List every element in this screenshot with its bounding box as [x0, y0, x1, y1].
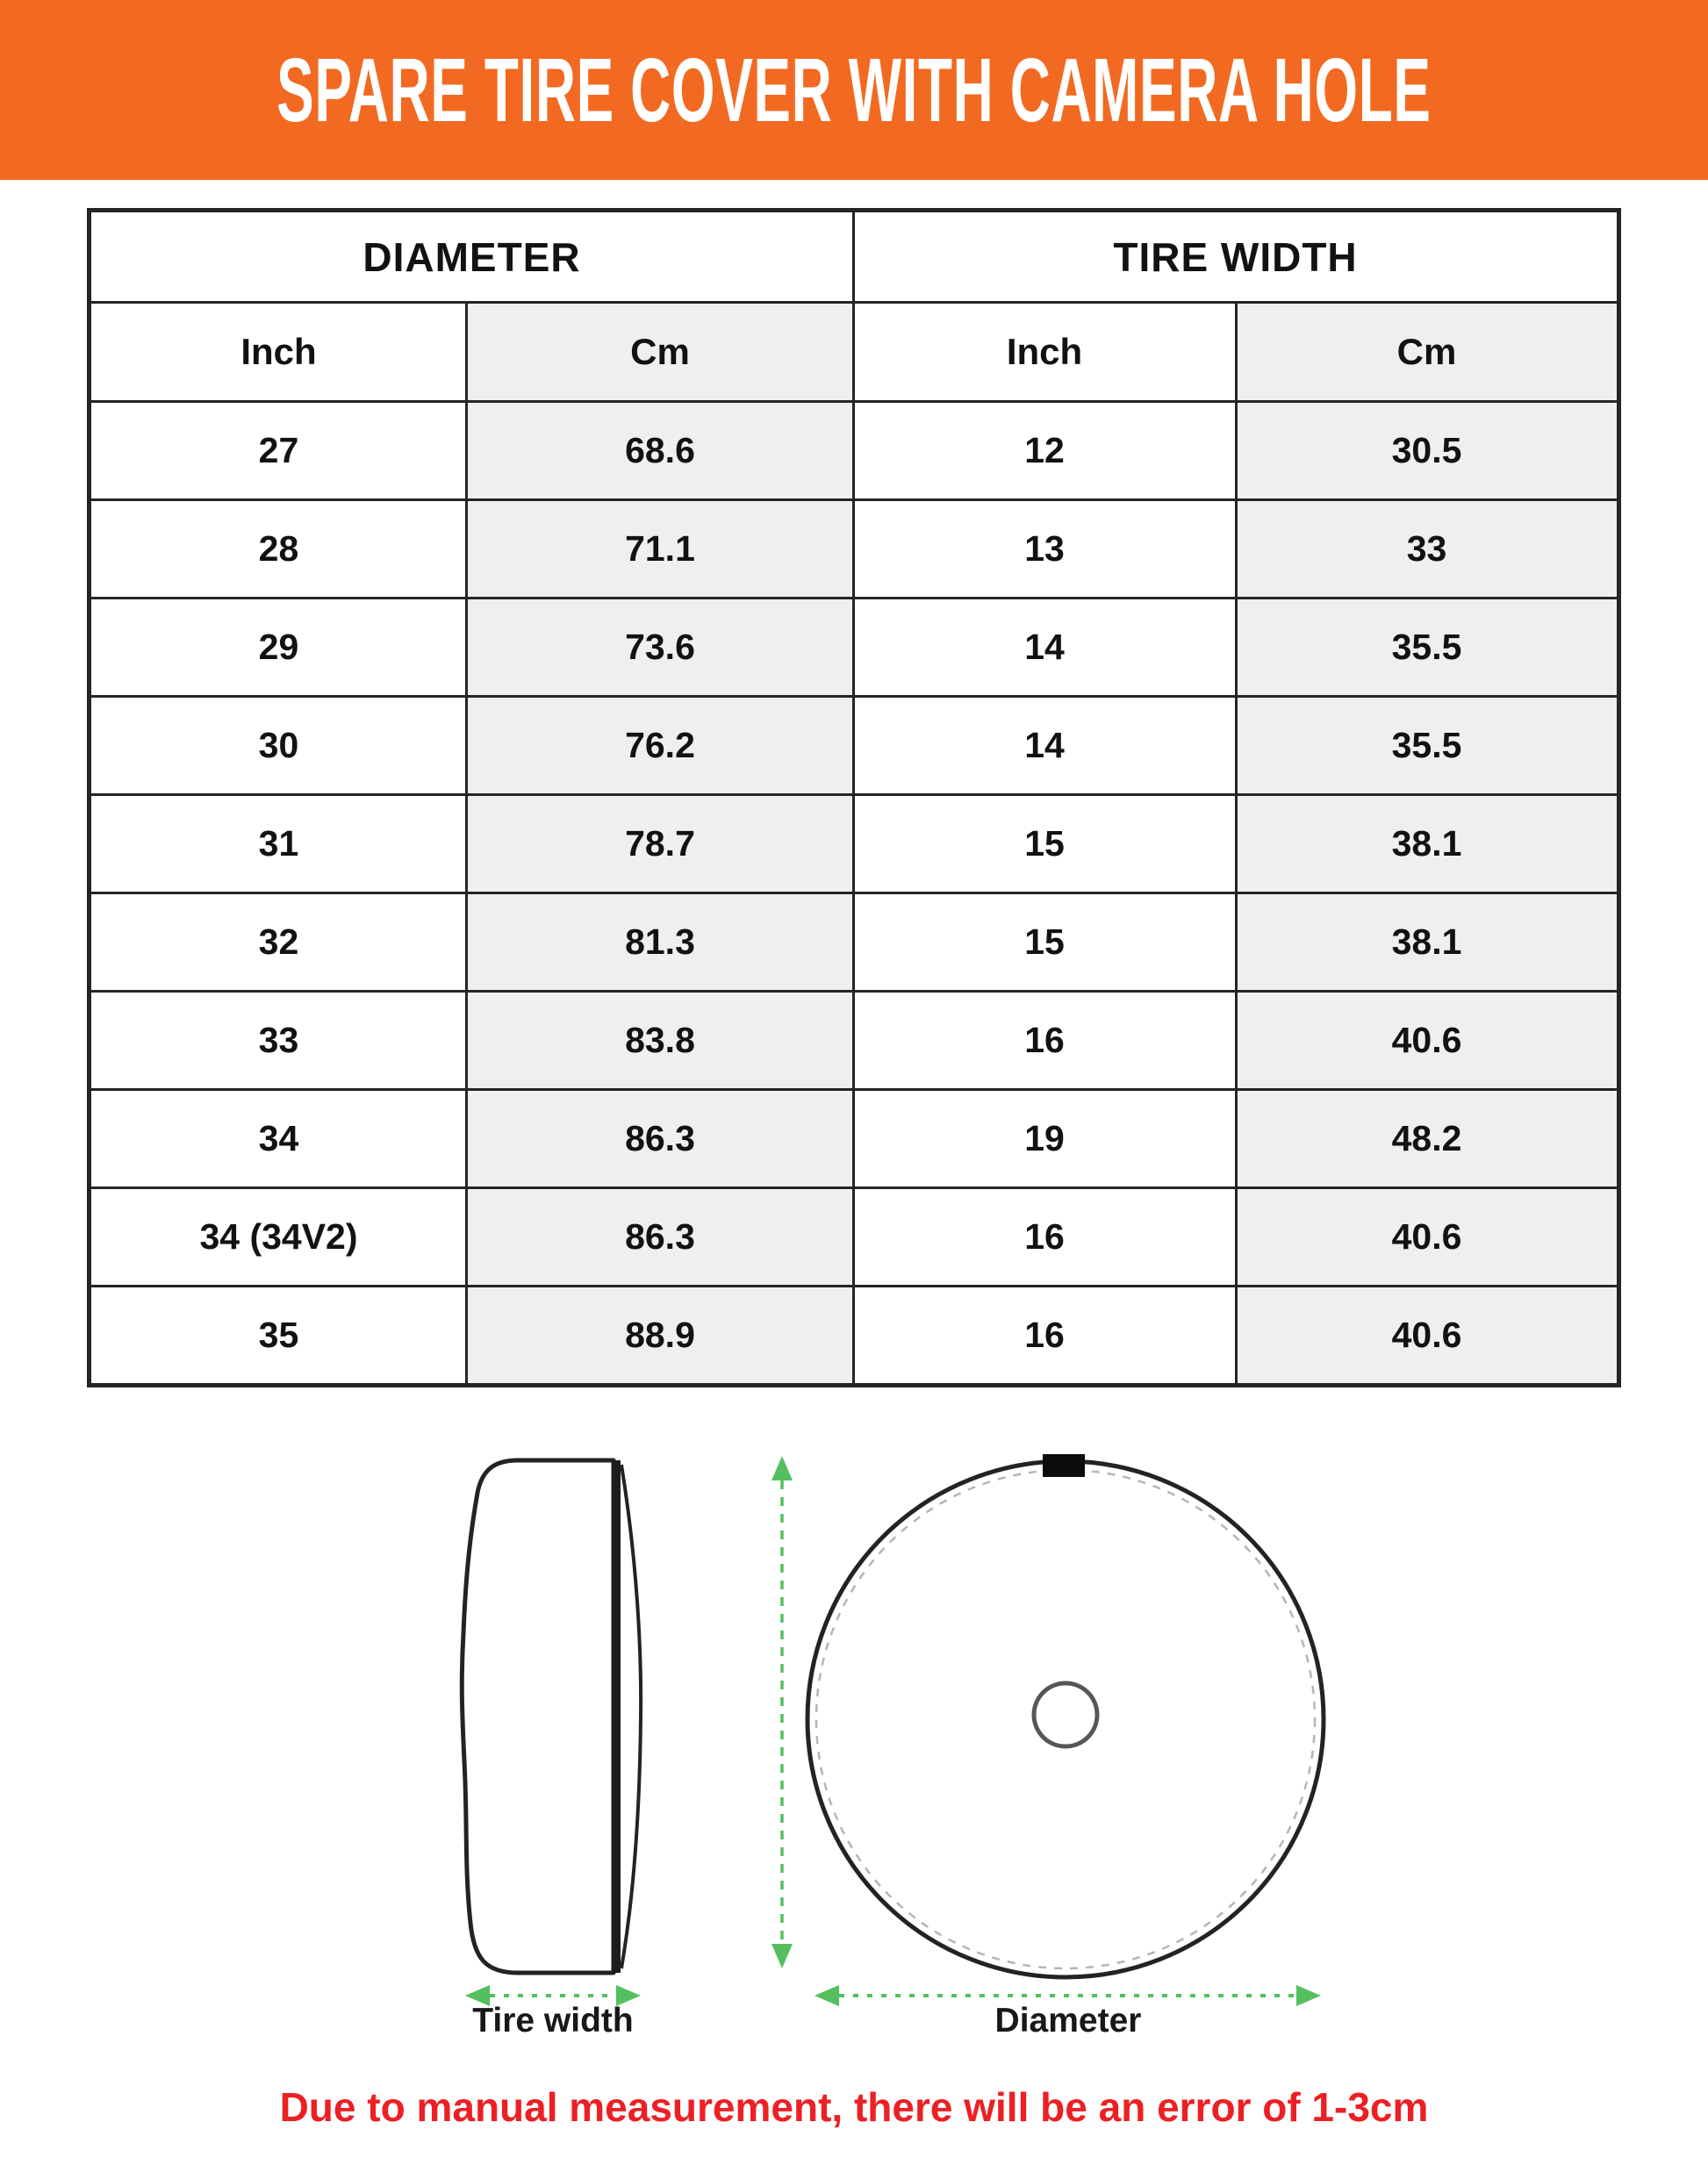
table-cell: 78.7	[467, 795, 853, 893]
table-cell: 38.1	[1236, 795, 1618, 893]
table-row	[90, 697, 1618, 795]
table-cell: 30	[90, 697, 467, 795]
table-cell: 31	[90, 795, 467, 893]
tire-side-view	[462, 1460, 641, 1973]
table-cell: 34	[90, 1090, 467, 1188]
center-hole	[1034, 1683, 1097, 1746]
table-cell: 19	[853, 1090, 1236, 1188]
width-inch-header: Inch	[853, 303, 1236, 402]
table-cell: 40.6	[1236, 1188, 1618, 1287]
table-row	[90, 795, 1618, 893]
tire-width-group-header: TIRE WIDTH	[853, 211, 1618, 303]
table-cell: 40.6	[1236, 992, 1618, 1090]
group-header-row	[90, 211, 1618, 303]
diameter-group-header: DIAMETER	[90, 211, 853, 303]
table-row	[90, 402, 1618, 500]
table-cell: 15	[853, 795, 1236, 893]
table-cell: 30.5	[1236, 402, 1618, 500]
table-row	[90, 599, 1618, 697]
table-cell: 38.1	[1236, 893, 1618, 992]
table-cell: 32	[90, 893, 467, 992]
table-cell: 86.3	[467, 1090, 853, 1188]
tire-diagram-graphic	[0, 1387, 1708, 2165]
table-cell: 48.2	[1236, 1090, 1618, 1188]
table-cell: 15	[853, 893, 1236, 992]
table-row	[90, 1090, 1618, 1188]
diameter-inch-header: Inch	[90, 303, 467, 402]
camera-hole-marker	[1043, 1454, 1085, 1477]
table-cell: 16	[853, 1188, 1236, 1287]
table-cell: 33	[90, 992, 467, 1090]
table-cell: 81.3	[467, 893, 853, 992]
table-cell: 34 (34V2)	[90, 1188, 467, 1287]
table-cell: 29	[90, 599, 467, 697]
table-cell: 28	[90, 500, 467, 599]
table-cell: 16	[853, 992, 1236, 1090]
diameter-cm-header: Cm	[467, 303, 853, 402]
table-cell: 73.6	[467, 599, 853, 697]
table-cell: 88.9	[467, 1287, 853, 1386]
width-cm-header: Cm	[1236, 303, 1618, 402]
table-cell: 86.3	[467, 1188, 853, 1287]
measurement-disclaimer: Due to manual measurement, there will be an error of 1-3cm	[279, 2084, 1429, 2130]
table-cell: 40.6	[1236, 1287, 1618, 1386]
table-cell: 76.2	[467, 697, 853, 795]
table-row	[90, 500, 1618, 599]
tire-width-label: Tire width	[472, 2002, 634, 2040]
table-cell: 12	[853, 402, 1236, 500]
table-cell: 33	[1236, 500, 1618, 599]
table-cell: 83.8	[467, 992, 853, 1090]
header-banner	[0, 0, 1708, 180]
page-title: SPARE TIRE COVER WITH CAMERA HOLE	[276, 39, 1432, 140]
table-cell: 14	[853, 599, 1236, 697]
sub-header-row	[90, 303, 1618, 402]
table-row	[90, 1188, 1618, 1287]
table-cell: 27	[90, 402, 467, 500]
table-cell: 16	[853, 1287, 1236, 1386]
table-row	[90, 893, 1618, 992]
table-cell: 35	[90, 1287, 467, 1386]
table-cell: 71.1	[467, 500, 853, 599]
table-cell: 35.5	[1236, 599, 1618, 697]
diameter-label: Diameter	[994, 2002, 1142, 2040]
tire-front-view	[807, 1454, 1324, 1977]
table-cell: 68.6	[467, 402, 853, 500]
table-cell: 35.5	[1236, 697, 1618, 795]
table-cell: 13	[853, 500, 1236, 599]
measurement-diagram	[0, 1387, 1708, 2165]
vertical-measure-arrow	[771, 1456, 793, 1968]
table-cell: 14	[853, 697, 1236, 795]
size-chart-table	[87, 208, 1620, 1387]
table-row	[90, 1287, 1618, 1386]
table-row	[90, 992, 1618, 1090]
